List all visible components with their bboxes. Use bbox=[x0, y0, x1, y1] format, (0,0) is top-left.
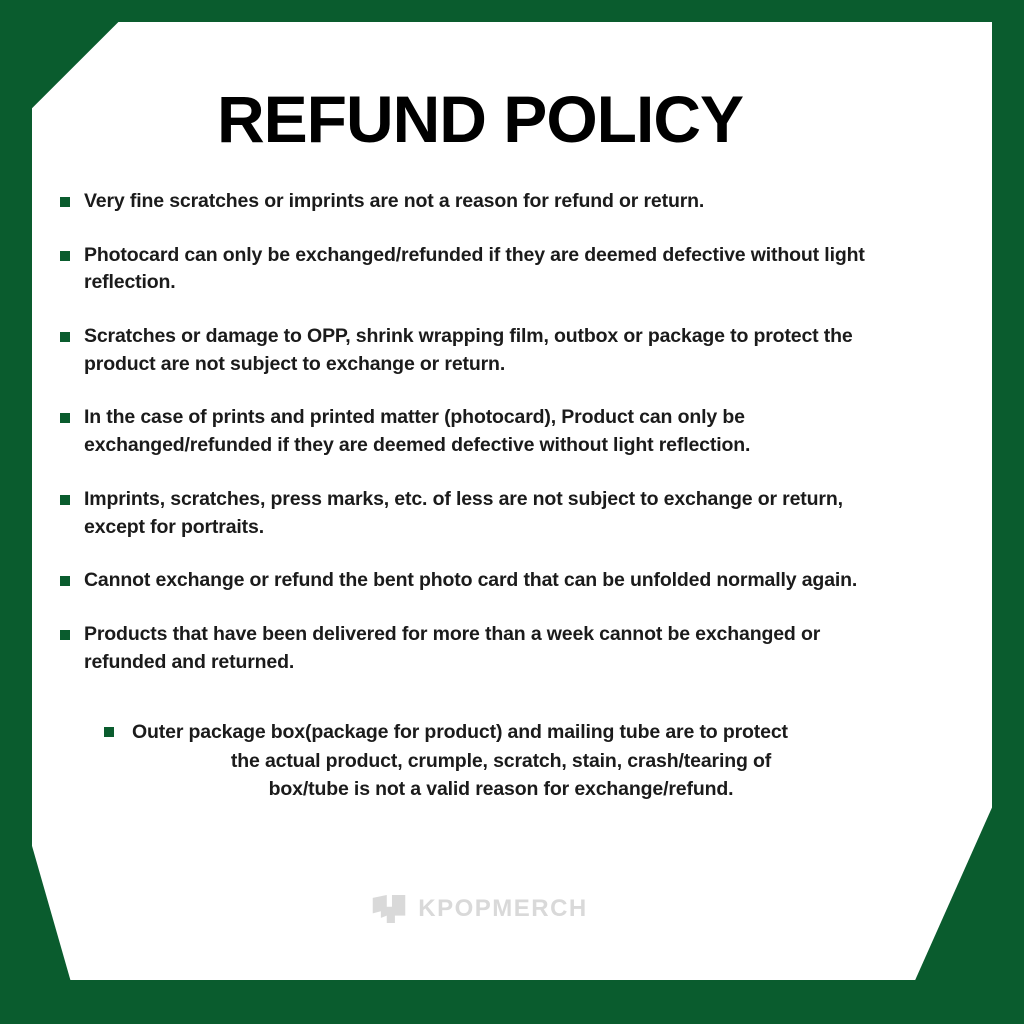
list-item-text: Scratches or damage to OPP, shrink wrapping film, outbox or package to protect the product are not subject to exchange or return. bbox=[84, 325, 853, 375]
list-item-text: Imprints, scratches, press marks, etc. of less are not subject to exchange or return, except for portraits. bbox=[84, 487, 843, 538]
list-item-text: Cannot exchange or refund the bent photo card that can be unfolded normally again. bbox=[84, 569, 858, 592]
list-item bbox=[56, 323, 904, 378]
list-item-text: Very fine scratches or imprints are not a reason for refund or return. bbox=[84, 190, 705, 212]
list-item-text: In the case of prints and printed matter (photocard), Product can only be exchanged/refunded if they are deemed defective without light reflection. bbox=[84, 406, 751, 457]
list-item bbox=[56, 486, 904, 541]
list-item bbox=[56, 242, 904, 297]
list-item bbox=[56, 567, 904, 595]
note-line-2: the actual product, crumple, scratch, stain, crash/tearing of bbox=[230, 749, 772, 772]
footer-brand-name: KPOPMERCH bbox=[418, 895, 588, 922]
square-bullet-icon bbox=[60, 495, 70, 505]
square-bullet-icon bbox=[60, 332, 70, 342]
note-line-3: box/tube is not a valid reason for exchange/refund. bbox=[268, 777, 734, 800]
list-item-text: Products that have been delivered for more than a week cannot be exchanged or refunded and returned. bbox=[84, 622, 821, 673]
note-line-1: Outer package box(package for product) and mailing tube are to protect bbox=[132, 721, 788, 744]
list-item bbox=[56, 621, 904, 676]
square-bullet-icon bbox=[104, 727, 114, 737]
page-title: REFUND POLICY bbox=[216, 82, 744, 156]
square-bullet-icon bbox=[60, 251, 70, 261]
policy-note bbox=[104, 718, 870, 803]
list-item-text: Photocard can only be exchanged/refunded if they are deemed defective without light reflection. bbox=[84, 243, 865, 294]
policy-list bbox=[34, 188, 926, 676]
square-bullet-icon bbox=[60, 413, 70, 423]
square-bullet-icon bbox=[60, 630, 70, 640]
square-bullet-icon bbox=[60, 576, 70, 586]
footer-brand bbox=[0, 894, 960, 924]
list-item bbox=[56, 404, 904, 459]
square-bullet-icon bbox=[60, 197, 70, 207]
list-item bbox=[56, 188, 904, 216]
kpopmerch-mark-icon bbox=[372, 894, 406, 924]
